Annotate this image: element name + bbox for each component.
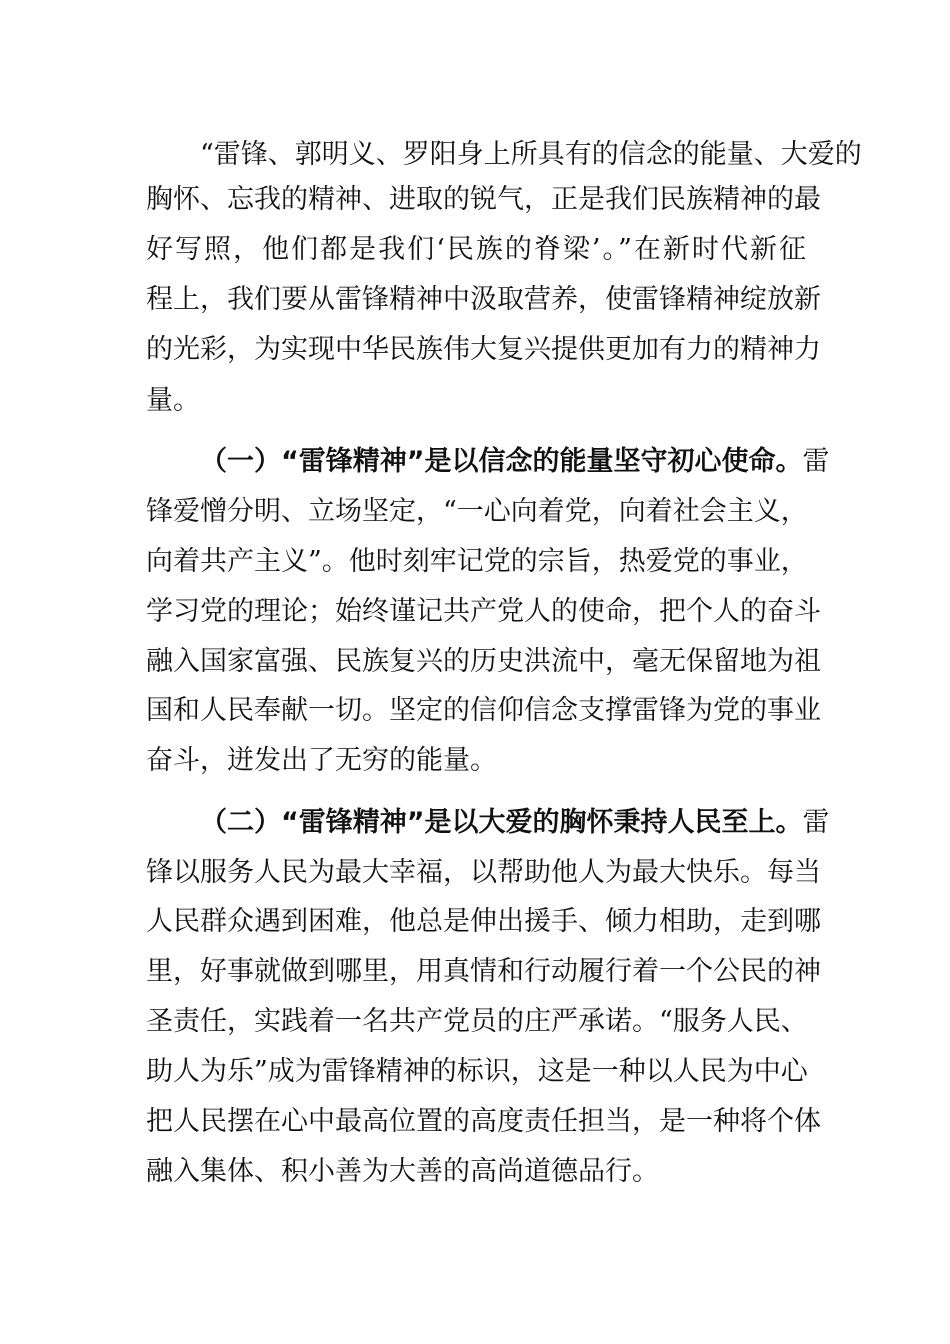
paragraph-3-first-line xyxy=(200,798,830,848)
paragraph-1-line-2: 胸怀、忘我的精神、进取的锐气，正是我们民族精神的最 xyxy=(146,184,821,215)
paragraph-2-line-2: 锋爱憎分明、立场坚定，“一心向着党，向着社会主义， xyxy=(146,496,808,527)
paragraph-2-line-4: 学习党的理论；始终谨记共产党人的使命，把个人的奋斗 xyxy=(146,596,821,627)
paragraph-1-line-3: 好写照，他们都是我们‘民族的脊梁’。”在新时代新征 xyxy=(146,234,806,265)
paragraph-3-line-7: 把人民摆在心中最高位置的高度责任担当，是一种将个体 xyxy=(146,1106,821,1137)
paragraph-3-line-6: 助人为乐”成为雷锋精神的标识，这是一种以人民为中心 xyxy=(146,1056,808,1087)
paragraph-1-line-5: 的光彩，为实现中华民族伟大复兴提供更加有力的精神力 xyxy=(146,334,821,365)
paragraph-3-line-3: 人民群众遇到困难，他总是伸出援手、倾力相助，走到哪 xyxy=(146,906,821,937)
paragraph-2-line-6: 国和人民奉献一切。坚定的信仰信念支撑雷锋为党的事业 xyxy=(146,695,821,726)
paragraph-1-line-4: 程上，我们要从雷锋精神中汲取营养，使雷锋精神绽放新 xyxy=(146,284,821,315)
paragraph-1-line-1: “雷锋、郭明义、罗阳身上所具有的信念的能量、大爱的 xyxy=(200,139,862,170)
paragraph-1-line-6: 量。 xyxy=(146,385,200,416)
paragraph-2-first-line-rest: 雷 xyxy=(802,446,830,477)
paragraph-2-first-line xyxy=(200,437,830,487)
paragraph-2-line-3: 向着共产主义”。他时刻牢记党的宗旨，热爱党的事业， xyxy=(146,546,808,577)
paragraph-3-first-line-rest: 雷 xyxy=(802,807,830,838)
paragraph-3-line-5: 圣责任，实践着一名共产党员的庄严承诺。“服务人民、 xyxy=(146,1006,808,1037)
section-heading-2: （二）“雷锋精神”是以大爱的胸怀秉持人民至上。 xyxy=(200,807,803,838)
paragraph-2-line-5: 融入国家富强、民族复兴的历史洪流中，毫无保留地为祖 xyxy=(146,646,821,677)
paragraph-2-line-7: 奋斗，迸发出了无穷的能量。 xyxy=(146,745,497,776)
section-heading-1: （一）“雷锋精神”是以信念的能量坚守初心使命。 xyxy=(200,446,803,477)
paragraph-3-line-4: 里，好事就做到哪里，用真情和行动履行着一个公民的神 xyxy=(146,956,821,987)
paragraph-3-line-8: 融入集体、积小善为大善的高尚道德品行。 xyxy=(146,1156,659,1187)
paragraph-3-line-2: 锋以服务人民为最大幸福，以帮助他人为最大快乐。每当 xyxy=(146,857,821,888)
